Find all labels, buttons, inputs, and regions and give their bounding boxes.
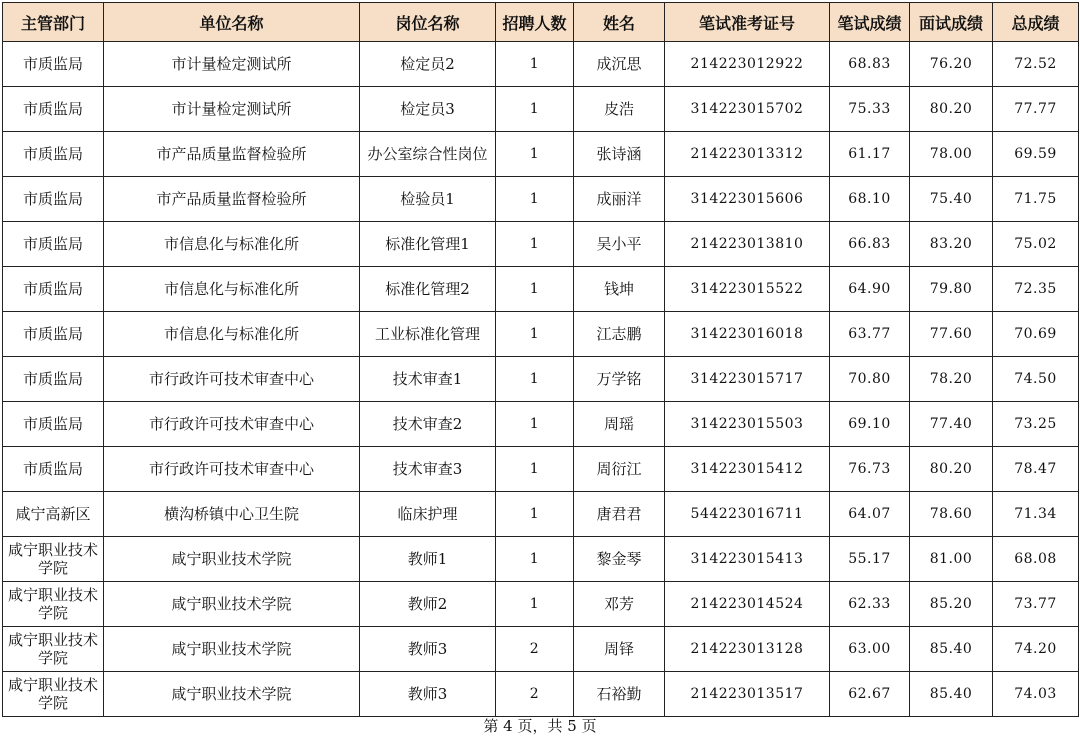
cell-interview-score: 80.20 — [910, 447, 993, 492]
table-row — [3, 267, 1079, 312]
cell-unit: 横沟桥镇中心卫生院 — [104, 492, 360, 537]
cell-total-score: 74.50 — [993, 357, 1079, 402]
cell-position: 技术审查2 — [360, 402, 496, 447]
cell-position: 检定员3 — [360, 87, 496, 132]
cell-interview-score: 85.20 — [910, 582, 993, 627]
results-sheet — [2, 2, 1079, 717]
table-row — [3, 402, 1079, 447]
cell-interview-score: 79.80 — [910, 267, 993, 312]
table-row — [3, 492, 1079, 537]
cell-department: 市质监局 — [3, 447, 104, 492]
cell-written-score: 70.80 — [830, 357, 910, 402]
page-footer: 第 4 页，共 5 页 — [483, 717, 597, 735]
table-row — [3, 222, 1079, 267]
cell-interview-score: 76.20 — [910, 42, 993, 87]
cell-exam-id: 214223014524 — [665, 582, 830, 627]
cell-department: 咸宁职业技术学院 — [3, 582, 104, 627]
cell-interview-score: 80.20 — [910, 87, 993, 132]
table-row — [3, 42, 1079, 87]
cell-unit: 市信息化与标准化所 — [104, 267, 360, 312]
cell-total-score: 69.59 — [993, 132, 1079, 177]
cell-written-score: 55.17 — [830, 537, 910, 582]
cell-department: 咸宁高新区 — [3, 492, 104, 537]
cell-department: 市质监局 — [3, 222, 104, 267]
cell-written-score: 63.00 — [830, 627, 910, 672]
cell-exam-id: 214223012922 — [665, 42, 830, 87]
cell-position: 教师3 — [360, 672, 496, 717]
results-table — [2, 2, 1079, 717]
cell-unit: 市信息化与标准化所 — [104, 222, 360, 267]
cell-hire-count: 1 — [496, 87, 574, 132]
cell-department: 市质监局 — [3, 42, 104, 87]
cell-name: 成丽洋 — [574, 177, 665, 222]
cell-position: 技术审查1 — [360, 357, 496, 402]
cell-exam-id: 314223015412 — [665, 447, 830, 492]
cell-total-score: 78.47 — [993, 447, 1079, 492]
cell-written-score: 68.10 — [830, 177, 910, 222]
cell-unit: 咸宁职业技术学院 — [104, 627, 360, 672]
cell-name: 石裕勤 — [574, 672, 665, 717]
cell-written-score: 68.83 — [830, 42, 910, 87]
cell-total-score: 70.69 — [993, 312, 1079, 357]
cell-hire-count: 1 — [496, 42, 574, 87]
cell-interview-score: 78.00 — [910, 132, 993, 177]
table-row — [3, 672, 1079, 717]
cell-unit: 市行政许可技术审查中心 — [104, 402, 360, 447]
header-written-score: 笔试成绩 — [830, 3, 910, 42]
cell-name: 钱坤 — [574, 267, 665, 312]
cell-hire-count: 1 — [496, 402, 574, 447]
cell-unit: 咸宁职业技术学院 — [104, 672, 360, 717]
cell-hire-count: 1 — [496, 447, 574, 492]
cell-hire-count: 1 — [496, 492, 574, 537]
cell-exam-id: 314223015413 — [665, 537, 830, 582]
cell-name: 吴小平 — [574, 222, 665, 267]
cell-name: 周瑶 — [574, 402, 665, 447]
cell-written-score: 63.77 — [830, 312, 910, 357]
cell-department: 市质监局 — [3, 312, 104, 357]
cell-exam-id: 314223015606 — [665, 177, 830, 222]
cell-hire-count: 1 — [496, 357, 574, 402]
cell-written-score: 66.83 — [830, 222, 910, 267]
cell-position: 检验员1 — [360, 177, 496, 222]
cell-name: 成沉思 — [574, 42, 665, 87]
cell-name: 江志鹏 — [574, 312, 665, 357]
cell-written-score: 76.73 — [830, 447, 910, 492]
cell-written-score: 64.90 — [830, 267, 910, 312]
cell-unit: 市计量检定测试所 — [104, 42, 360, 87]
cell-written-score: 62.33 — [830, 582, 910, 627]
cell-exam-id: 314223015503 — [665, 402, 830, 447]
cell-interview-score: 75.40 — [910, 177, 993, 222]
cell-department: 市质监局 — [3, 132, 104, 177]
cell-hire-count: 1 — [496, 312, 574, 357]
cell-total-score: 75.02 — [993, 222, 1079, 267]
cell-unit: 市行政许可技术审查中心 — [104, 357, 360, 402]
cell-written-score: 69.10 — [830, 402, 910, 447]
cell-department: 咸宁职业技术学院 — [3, 537, 104, 582]
cell-position: 教师1 — [360, 537, 496, 582]
header-row — [3, 3, 1079, 42]
cell-name: 周铎 — [574, 627, 665, 672]
table-row — [3, 312, 1079, 357]
header-unit: 单位名称 — [104, 3, 360, 42]
cell-unit: 市行政许可技术审查中心 — [104, 447, 360, 492]
header-interview-score: 面试成绩 — [910, 3, 993, 42]
cell-position: 教师3 — [360, 627, 496, 672]
cell-interview-score: 83.20 — [910, 222, 993, 267]
cell-name: 万学铭 — [574, 357, 665, 402]
cell-name: 唐君君 — [574, 492, 665, 537]
cell-total-score: 74.20 — [993, 627, 1079, 672]
cell-interview-score: 78.60 — [910, 492, 993, 537]
cell-exam-id: 214223013312 — [665, 132, 830, 177]
cell-department: 市质监局 — [3, 357, 104, 402]
cell-hire-count: 1 — [496, 132, 574, 177]
cell-unit: 咸宁职业技术学院 — [104, 582, 360, 627]
cell-total-score: 71.75 — [993, 177, 1079, 222]
cell-position: 办公室综合性岗位 — [360, 132, 496, 177]
table-row — [3, 582, 1079, 627]
cell-hire-count: 1 — [496, 267, 574, 312]
cell-position: 技术审查3 — [360, 447, 496, 492]
table-row — [3, 447, 1079, 492]
cell-exam-id: 214223013810 — [665, 222, 830, 267]
table-body — [3, 42, 1079, 717]
cell-hire-count: 1 — [496, 582, 574, 627]
cell-exam-id: 214223013128 — [665, 627, 830, 672]
cell-total-score: 74.03 — [993, 672, 1079, 717]
cell-total-score: 73.77 — [993, 582, 1079, 627]
cell-position: 教师2 — [360, 582, 496, 627]
cell-interview-score: 78.20 — [910, 357, 993, 402]
cell-exam-id: 214223013517 — [665, 672, 830, 717]
cell-hire-count: 1 — [496, 222, 574, 267]
table-row — [3, 132, 1079, 177]
cell-unit: 市信息化与标准化所 — [104, 312, 360, 357]
cell-position: 标准化管理2 — [360, 267, 496, 312]
cell-department: 市质监局 — [3, 402, 104, 447]
cell-name: 周衍江 — [574, 447, 665, 492]
cell-total-score: 72.52 — [993, 42, 1079, 87]
cell-name: 皮浩 — [574, 87, 665, 132]
cell-position: 工业标准化管理 — [360, 312, 496, 357]
header-hire-count: 招聘人数 — [496, 3, 574, 42]
cell-interview-score: 81.00 — [910, 537, 993, 582]
header-exam-id: 笔试准考证号 — [665, 3, 830, 42]
cell-hire-count: 2 — [496, 627, 574, 672]
cell-department: 市质监局 — [3, 177, 104, 222]
cell-hire-count: 1 — [496, 537, 574, 582]
cell-interview-score: 77.60 — [910, 312, 993, 357]
header-department: 主管部门 — [3, 3, 104, 42]
cell-interview-score: 85.40 — [910, 627, 993, 672]
cell-name: 邓芳 — [574, 582, 665, 627]
cell-position: 临床护理 — [360, 492, 496, 537]
cell-department: 市质监局 — [3, 267, 104, 312]
cell-position: 检定员2 — [360, 42, 496, 87]
cell-unit: 市产品质量监督检验所 — [104, 177, 360, 222]
table-row — [3, 627, 1079, 672]
cell-total-score: 72.35 — [993, 267, 1079, 312]
header-total-score: 总成绩 — [993, 3, 1079, 42]
cell-name: 张诗涵 — [574, 132, 665, 177]
cell-written-score: 62.67 — [830, 672, 910, 717]
table-row — [3, 87, 1079, 132]
cell-exam-id: 314223016018 — [665, 312, 830, 357]
cell-unit: 市产品质量监督检验所 — [104, 132, 360, 177]
cell-department: 咸宁职业技术学院 — [3, 627, 104, 672]
cell-department: 咸宁职业技术学院 — [3, 672, 104, 717]
cell-written-score: 64.07 — [830, 492, 910, 537]
cell-written-score: 75.33 — [830, 87, 910, 132]
cell-unit: 市计量检定测试所 — [104, 87, 360, 132]
cell-interview-score: 77.40 — [910, 402, 993, 447]
cell-position: 标准化管理1 — [360, 222, 496, 267]
header-position: 岗位名称 — [360, 3, 496, 42]
cell-total-score: 71.34 — [993, 492, 1079, 537]
cell-exam-id: 544223016711 — [665, 492, 830, 537]
cell-total-score: 77.77 — [993, 87, 1079, 132]
table-row — [3, 357, 1079, 402]
cell-total-score: 73.25 — [993, 402, 1079, 447]
table-row — [3, 537, 1079, 582]
cell-exam-id: 314223015702 — [665, 87, 830, 132]
cell-interview-score: 85.40 — [910, 672, 993, 717]
cell-unit: 咸宁职业技术学院 — [104, 537, 360, 582]
cell-total-score: 68.08 — [993, 537, 1079, 582]
cell-written-score: 61.17 — [830, 132, 910, 177]
cell-hire-count: 2 — [496, 672, 574, 717]
cell-exam-id: 314223015717 — [665, 357, 830, 402]
cell-exam-id: 314223015522 — [665, 267, 830, 312]
cell-name: 黎金琴 — [574, 537, 665, 582]
header-name: 姓名 — [574, 3, 665, 42]
cell-hire-count: 1 — [496, 177, 574, 222]
cell-department: 市质监局 — [3, 87, 104, 132]
table-row — [3, 177, 1079, 222]
